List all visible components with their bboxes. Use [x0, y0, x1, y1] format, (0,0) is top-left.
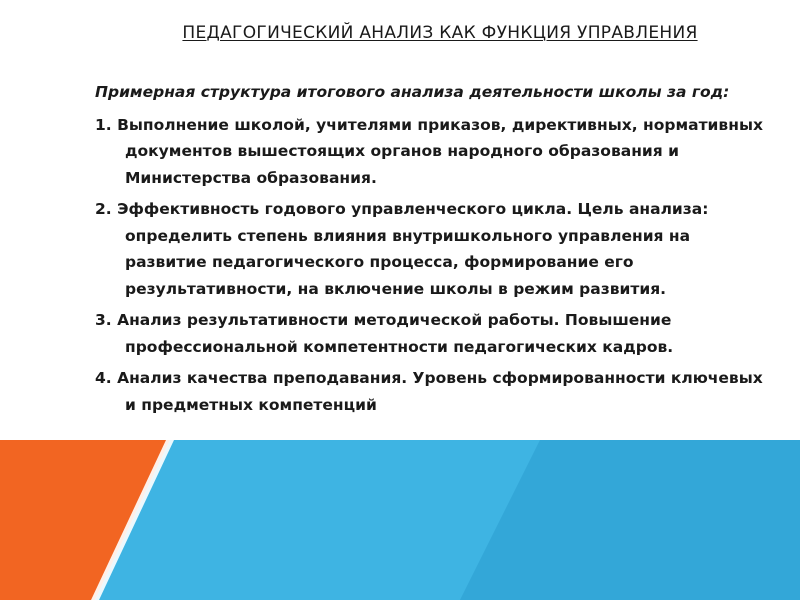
list-item-1	[95, 112, 775, 197]
list-item-text: Анализ качества преподавания. Уровень сформированности ключевых и предметных компетенций	[111, 369, 763, 414]
list-number: 4.	[95, 369, 112, 387]
list-number: 1.	[95, 115, 112, 134]
list-item-text: Выполнение школой, учителями приказов, директивных, нормативных документов вышестоящих органов народного образования и Министерства образования.	[111, 115, 763, 187]
content-body	[95, 79, 775, 423]
slide-title: ПЕДАГОГИЧЕСКИЙ АНАЛИЗ КАК ФУНКЦИЯ УПРАВЛЕНИЯ	[182, 23, 698, 43]
list-item-2	[95, 196, 775, 307]
list-number: 3.	[95, 311, 112, 329]
intro-text: Примерная структура итогового анализа деятельности школы за год:	[95, 83, 730, 101]
list-number: 2.	[95, 200, 112, 218]
list-item-text: Анализ результативности методической работы. Повышение профессиональной компетентности педагогических кадров.	[111, 311, 674, 356]
list-item-text: Эффективность годового управленческого цикла. Цель анализа: определить степень влияния внутришкольного управления на развитие педагогического процесса, формирование его результативности, на включение школы в режим развития.	[111, 200, 709, 298]
list-item-3	[95, 307, 775, 365]
list-item-4	[95, 365, 775, 423]
